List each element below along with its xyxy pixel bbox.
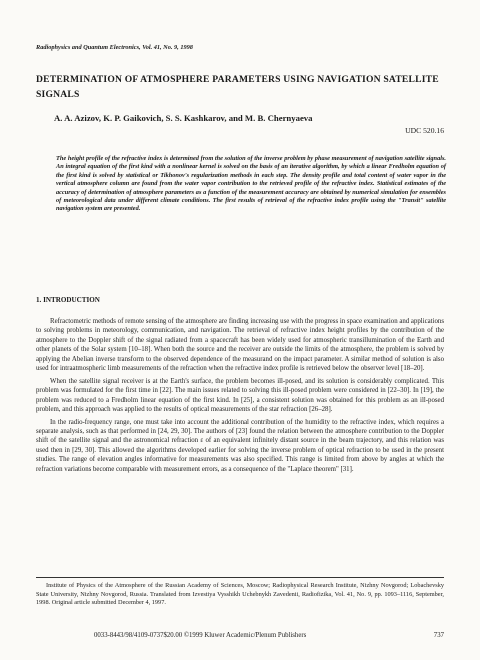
page-number: 737 xyxy=(433,632,444,639)
section-heading: 1. INTRODUCTION xyxy=(36,296,100,304)
article-title: DETERMINATION OF ATMOSPHERE PARAMETERS USING NAVIGATION SATELLITE SIGNALS xyxy=(36,74,439,100)
journal-header: Radiophysics and Quantum Electronics, Vol. 41, No. 9, 1998 xyxy=(36,44,193,51)
footnote: Institute of Physics of the Atmosphere of the Russian Academy of Sciences, Moscow; Radiophysical Research Institute, Nizhny Novgorod; Lobachevsky State University, Nizhny Novgorod, Russia. Translated from Izvestiya Vysshikh Uchebnykh Zavedenii, Radiofizika, Vol. 41, No. 9, pp. 1093–1116, September, 1998. Original article submitted December 4, 1997. xyxy=(36,582,444,607)
paragraph: In the radio-frequency range, one must take into account the additional contribution of the humidity to the refractive index, which requires a separate analysis, such as that performed in [24, 29, 30]. The authors of [23] found the relation between the atmosphere contribution to the Doppler shift of the satellite signal and the astronomical refraction ε of an equivalent infinitely distant source in the beam trajectory, and this relation was used then in [29, 30]. This allowed the algorithms developed earlier for solving the inverse problem of optical refraction to be used in the present studies. The range of elevation angles informative for measurements was also specified. This range is limited from above by angles at which the refraction variations become comparable with measurement errors, as a consequence of the "Laplace theorem" [31]. xyxy=(36,418,444,473)
paragraph: When the satellite signal receiver is at the Earth's surface, the problem becomes ill-posed, and its solution is considerably complicated. This problem was formulated for the first time in [22]. The main issues related to solving this ill-posed problem were considered in [22–30]. In [19], the problem was reduced to a Fredholm linear equation of the first kind. In [25], a consistent solution was obtained for this problem as an ill-posed problem, and this approach was applied to the results of optical measurements of the star refraction [26–28]. xyxy=(36,377,444,414)
article-authors: A. A. Azizov, K. P. Gaikovich, S. S. Kashkarov, and M. B. Chernyaeva xyxy=(54,113,313,123)
udc-code: UDC 520.16 xyxy=(405,126,444,135)
section-body xyxy=(36,317,444,477)
abstract: The height profile of the refractive index is determined from the solution of the inverse problem by phase measurement of navigation satellite signals. An integral equation of the first kind with a nonlinear kernel is solved on the basis of an iterative algorithm, by which a linear Fredholm equation of the first kind is solved by statistical or Tikhonov's regularization methods in each step. The density profile and total content of water vapor in the vertical atmosphere column are found from the water vapor contribution to the retrieved profile of the refractive index. Statistical estimates of the accuracy of determination of atmosphere parameters as a function of the measurement accuracy are obtained by numerical simulation for ensembles of meteorological data under different climate conditions. The first results of retrieval of the refractive index profile using the "Transit" satellite navigation system are presented. xyxy=(56,155,446,213)
footnote-divider xyxy=(36,577,444,578)
copyright-line: 0033-8443/98/4109-0737$20.00 ©1999 Kluwer Academic/Plenum Publishers xyxy=(94,632,307,639)
paragraph: Refractometric methods of remote sensing of the atmosphere are finding increasing use with the progress in space examination and applications to solving problems in meteorology, communication, and navigation. The retrieval of refractive index height profiles by the contribution of the atmosphere to the Doppler shift of the signal radiated from a spacecraft has been widely used for atmospheric transillumination of the Earth and other planets of the Solar system [10–18]. When both the source and the receiver are outside the limits of the atmosphere, the problem is solved by applying the Abelian inverse transform to the observed dependence of the measurand on the impact parameter. A similar method of solution is also used for intraatmospheric limb measurements of the refraction when the refractive index profile is retrieved below the observer level [18–20]. xyxy=(36,318,444,373)
